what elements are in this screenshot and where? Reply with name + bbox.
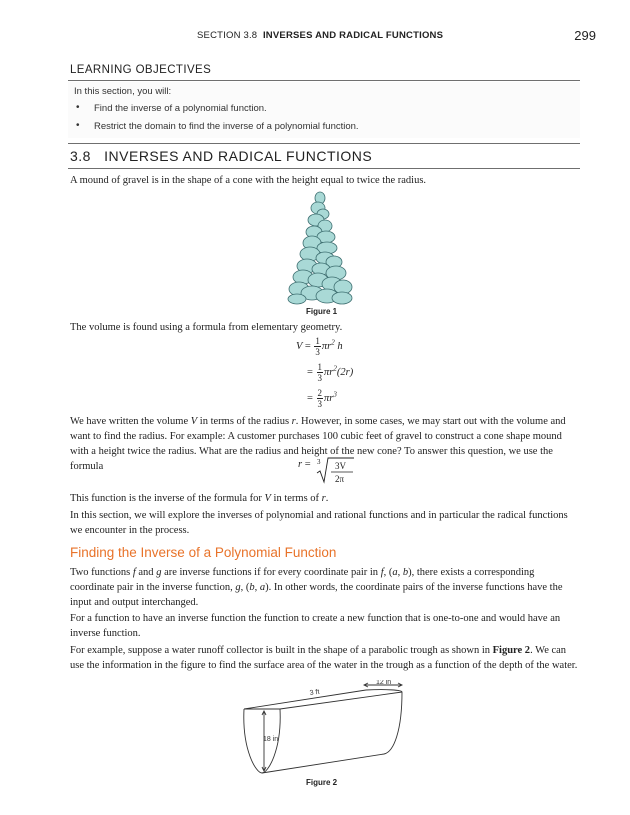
divider — [68, 168, 580, 169]
parabolic-trough-illustration — [236, 680, 416, 776]
paragraph: This function is the inverse of the formula for V in terms of r. — [70, 493, 329, 504]
figure-caption: Figure 2 — [306, 778, 338, 787]
radical-numerator: 3V — [335, 461, 346, 471]
list-item: • Find the inverse of a polynomial function. — [76, 102, 267, 114]
equation-line: = $\frac{2}{3}$ $\pi r^3$ — [307, 388, 337, 409]
gravel-cone-illustration — [285, 190, 355, 306]
paragraph: We have written the volume V in terms of the radius r. However, in some cases, we may start out with the volume and want to find the radius. For example: A customer purchases 100 cubic feet of gravel to construct a cone shape mound with a height twice the radius. What are the radius and height of the new cone? To answer this question, we use the formula — [70, 416, 566, 472]
bullet-icon: • — [76, 102, 80, 113]
figure-caption: Figure 1 — [306, 307, 338, 316]
bullet-icon: • — [76, 120, 80, 131]
paragraph: The volume is found using a formula from elementary geometry. — [70, 322, 343, 333]
equation-line: = $\frac{1}{3}$ $\pi r^2(2r)$ — [307, 362, 354, 383]
learning-objectives-list — [74, 103, 574, 139]
depth-label: 18 in — [263, 736, 279, 743]
divider — [68, 143, 580, 144]
section-title: 3.8 INVERSES AND RADICAL FUNCTIONS — [70, 148, 373, 164]
divider — [68, 80, 580, 81]
learning-objectives-heading: LEARNING OBJECTIVES — [70, 64, 212, 76]
width-label: 12 in — [376, 680, 392, 686]
length-label: 3 ft — [309, 688, 320, 697]
running-header-section: SECTION 3.8 INVERSES AND RADICAL FUNCTIONS — [197, 30, 444, 41]
radical-sign-icon — [316, 456, 356, 486]
paragraph: A mound of gravel is in the shape of a cone with the height equal to twice the radius. — [70, 175, 427, 186]
paragraph: For example, suppose a water runoff collector is built in the shape of a parabolic trough as shown in Figure 2. We can use the information in the figure to find the surface area of the water in the trough as a function of the depth of the water. — [70, 645, 578, 671]
radical-denominator: 2π — [335, 474, 345, 484]
running-header — [0, 30, 630, 46]
learning-objectives-intro: In this section, you will: — [74, 86, 172, 97]
list-item: • Restrict the domain to find the inverse of a polynomial function. — [76, 120, 359, 132]
page-number: 299 — [574, 28, 596, 43]
equation-line: V = $\frac{1}{3}$ $\pi r^2$ h — [296, 336, 343, 357]
paragraph: In this section, we will explore the inverses of polynomial and rational functions and in particular the radical functions we encounter in the process. — [70, 510, 568, 536]
paragraph: Two functions f and g are inverse functions if for every coordinate pair in f, (a, b), there exists a corresponding coordinate pair in the inverse function, g, (b, a). In other words, the coordinate pairs of the inverse functions have the input and output interchanged. — [70, 567, 563, 608]
paragraph: For a function to have an inverse function the function to create a new function that is one-to-one and would have an inverse function. — [70, 613, 561, 639]
subsection-heading: Finding the Inverse of a Polynomial Function — [70, 545, 337, 560]
cube-root-formula: r = — [298, 459, 311, 470]
radical-index: 3 — [317, 458, 321, 466]
